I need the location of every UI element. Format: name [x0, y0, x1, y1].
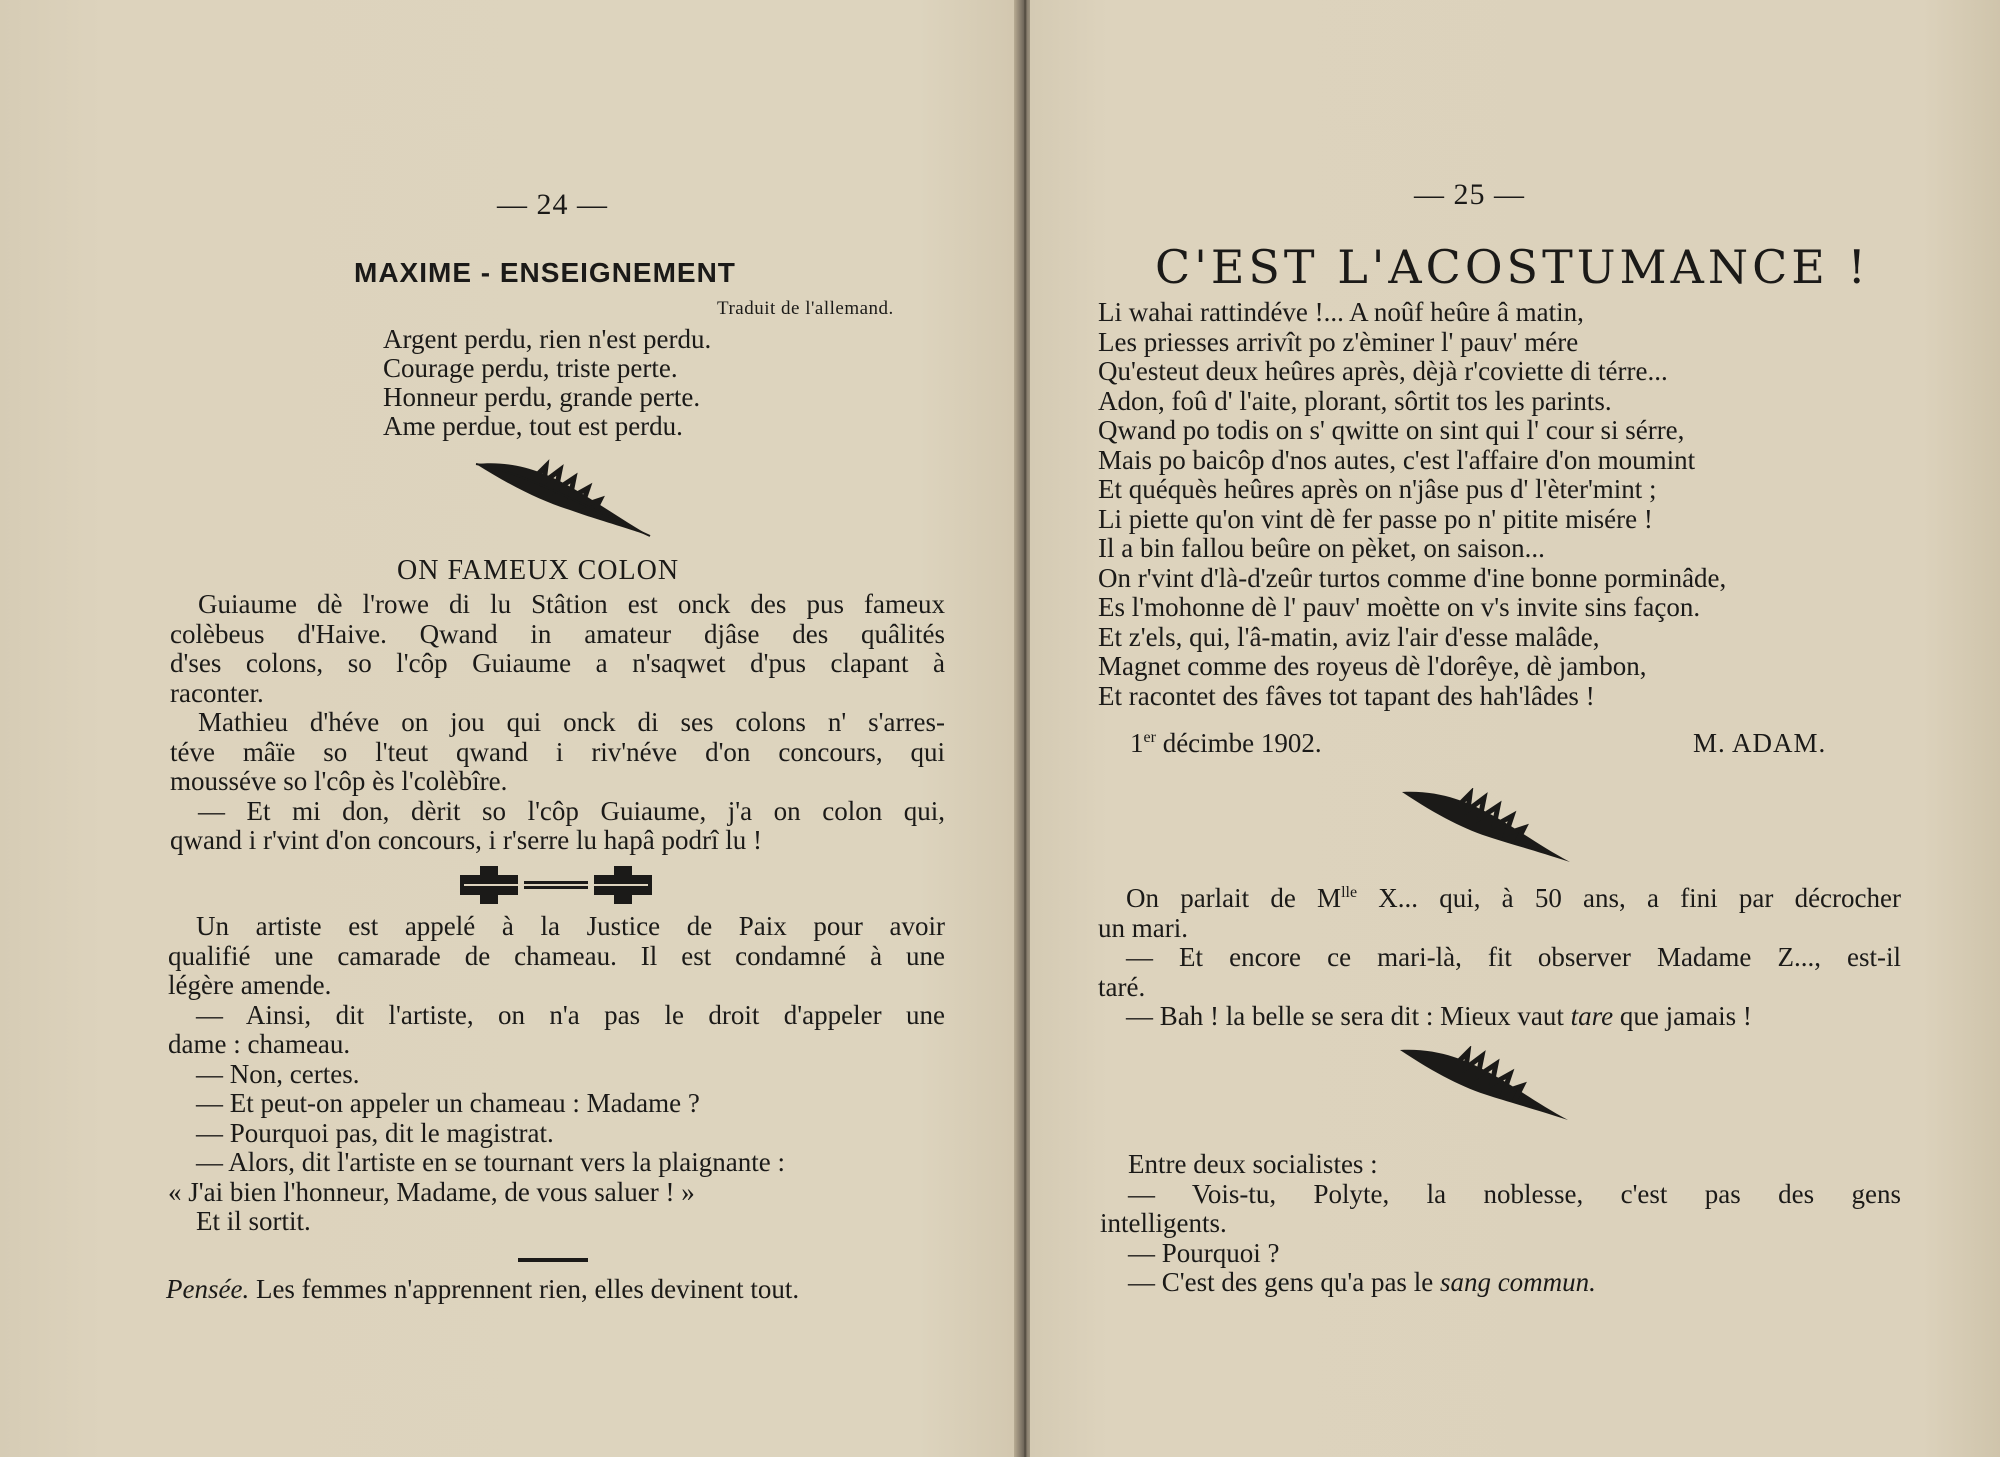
poem-line: Magnet comme des royeus dè l'dorêye, dè jambon, [1098, 651, 1647, 681]
colon-story [170, 590, 945, 856]
text-line: téve mâïe so l'teut qwand i riv'néve d'on concours, qui [170, 736, 945, 767]
text-line: légère amende. [168, 970, 332, 1000]
feather-ornament [1400, 788, 1572, 866]
right-page [1030, 0, 2000, 1457]
text-line: — Et encore ce mari-là, fit observer Madame Z..., est-il [1126, 942, 1901, 972]
text-line: — Non, certes. [196, 1058, 360, 1089]
text-line [1098, 1002, 1901, 1032]
pensee-label: Pensée. [166, 1274, 250, 1304]
text-line: « J'ai bien l'honneur, Madame, de vous saluer ! » [168, 1176, 695, 1207]
maxime-verses [383, 325, 711, 441]
section-title-maxime: MAXIME - ENSEIGNEMENT [354, 257, 736, 288]
text-part: — C'est des gens qu'a pas le [1128, 1267, 1440, 1297]
text-line: — Et mi don, dèrit so l'côp Guiaume, j'a on colon qui, [198, 795, 945, 826]
text-line: raconter. [170, 677, 264, 708]
text-emphasis: sang commun. [1439, 1267, 1596, 1297]
text-line: dame : chameau. [168, 1029, 351, 1059]
text-emphasis: tare [1570, 1001, 1614, 1031]
text-line: qwand i r'vint d'on concours, i r'serre lu hapâ podrî lu ! [170, 825, 762, 855]
text-line: mousséve so l'côp ès l'colèbîre. [170, 766, 508, 796]
text-line: d'ses colons, so l'côp Guiaume a n'saqwet d'pus clapant à [170, 648, 945, 678]
text-line: Guiaume dè l'rowe di lu Stâtion est onck des pus fameux [198, 589, 945, 619]
text-line: Mathieu d'héve on jou qui onck di ses colons n' s'arres- [198, 707, 945, 737]
poem-line: Mais po baicôp d'nos autes, c'est l'affaire d'on moumint [1098, 444, 1696, 475]
text-part: que jamais ! [1613, 1001, 1752, 1031]
ornamental-divider [460, 866, 652, 904]
poem-author: M. ADAM. [1693, 728, 1827, 758]
verse-line: Courage perdu, triste perte. [383, 353, 678, 383]
text-sup: lle [1341, 884, 1358, 901]
text-part: On parlait de M [1126, 883, 1342, 913]
short-rule [518, 1258, 588, 1262]
text-line: qualifié une camarade de chameau. Il est condamné à une [168, 940, 945, 971]
poem-line: Il a bin fallou beûre on pèket, on saison... [1098, 533, 1545, 563]
poem-line: Et racontet des fâves tot tapant des hah'lâdes ! [1098, 680, 1595, 711]
anecdote-mademoiselle [1098, 878, 1901, 1032]
text-line: intelligents. [1100, 1208, 1227, 1238]
text-line: Entre deux socialistes : [1128, 1149, 1378, 1179]
text-line: colèbeus d'Haive. Qwand in amateur djâse des quâlités [170, 618, 945, 649]
verse-line: Argent perdu, rien n'est perdu. [383, 324, 712, 354]
poem-verses [1098, 298, 1726, 711]
date-sup: er [1143, 729, 1156, 746]
pensee-text: Les femmes n'apprennent rien, elles devinent tout. [249, 1274, 800, 1304]
verse-line: Ame perdue, tout est perdu. [383, 411, 683, 441]
text-line: un mari. [1098, 912, 1188, 943]
poem-line: Li wahai rattindéve !... A noûf heûre â matin, [1098, 297, 1584, 327]
text-line: — Et peut-on appeler un chameau : Madame ? [196, 1088, 700, 1118]
text-part: — Bah ! la belle se sera dit : Mieux vaut [1126, 1001, 1571, 1031]
poem-line: Les priesses arrivît po z'èminer l' pauv' mére [1098, 326, 1579, 357]
feather-ornament [474, 458, 652, 540]
poem-line: Et z'els, qui, l'â-matin, aviz l'air d'esse malâde, [1098, 621, 1600, 652]
date-rest: décimbe 1902. [1155, 728, 1322, 758]
page-number-left: — 24 — [497, 188, 608, 221]
feather-ornament [1398, 1046, 1570, 1124]
page-number-right: — 25 — [1414, 178, 1525, 211]
text-line [1098, 878, 1901, 914]
poem-line: On r'vint d'là-d'zeûr turtos comme d'ine bonne porminâde, [1098, 562, 1727, 593]
text-line: — Alors, dit l'artiste en se tournant vers la plaignante : [196, 1147, 785, 1177]
poem-line: Adon, foû d' l'aite, plorant, sôrtit tos les parints. [1098, 385, 1612, 416]
text-line: Un artiste est appelé à la Justice de Paix pour avoir [196, 911, 945, 941]
text-line: taré. [1098, 971, 1146, 1002]
poem-title: C'EST L'ACOSTUMANCE ! [1155, 240, 1870, 294]
poem-line: Qwand po todis on s' qwitte on sint qui l' cour si sérre, [1098, 415, 1685, 445]
artiste-story [168, 912, 945, 1237]
text-line: Et il sortit. [196, 1206, 311, 1236]
section-title-colon: ON FAMEUX COLON [397, 555, 680, 586]
text-line: — Vois-tu, Polyte, la noblesse, c'est pas des gens [1128, 1178, 1901, 1209]
text-line: — Pourquoi pas, dit le magistrat. [196, 1117, 554, 1148]
poem-line: Es l'mohonne dè l' pauv' moètte on v's invite sins façon. [1098, 592, 1701, 622]
poem-line: Qu'esteut deux heûres après, dèjà r'coviette di térre... [1098, 356, 1668, 386]
poem-date [1130, 728, 1322, 759]
poem-line: Li piette qu'on vint dè fer passe po n' pitite misére ! [1098, 503, 1653, 534]
text-line: — Pourquoi ? [1128, 1237, 1280, 1268]
verse-line: Honneur perdu, grande perte. [383, 382, 701, 412]
date-day: 1 [1130, 728, 1144, 758]
text-part: X... qui, à 50 ans, a fini par décrocher [1357, 883, 1901, 913]
anecdote-socialistes [1100, 1150, 1901, 1298]
pensee-line [166, 1274, 799, 1305]
poem-line: Et quéquès heûres après on n'jâse pus d' l'èter'mint ; [1098, 474, 1657, 504]
attribution: Traduit de l'allemand. [717, 298, 894, 319]
text-line: — Ainsi, dit l'artiste, on n'a pas le droit d'appeler une [196, 999, 945, 1030]
text-line [1100, 1268, 1901, 1298]
